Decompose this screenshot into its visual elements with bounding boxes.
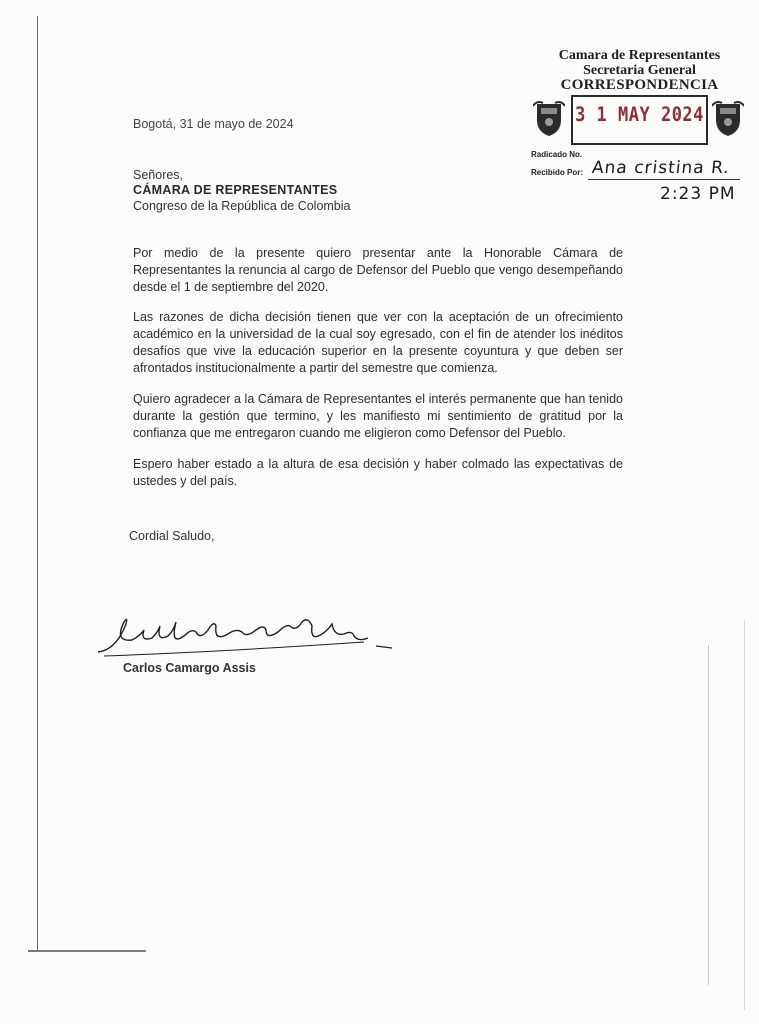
letter-date: Bogotá, 31 de mayo de 2024 (133, 117, 294, 131)
page-edge-right (708, 645, 709, 985)
stamp-line-2: Secretaria General (583, 63, 696, 78)
recibido-handwritten-name: Ana cristina R. (590, 158, 731, 178)
page-edge-bottom (28, 950, 146, 952)
page-edge-left (37, 16, 38, 952)
page-edge-right-shadow (744, 620, 745, 1010)
recibido-handwritten-time: 2:23 PM (660, 184, 736, 204)
letter-paragraph: Las razones de dicha decisión tienen que ver con la aceptación de un ofrecimiento académico en la universidad de la cual soy egresado, con el fin de atender los inéditos desafíos que vive la educación superior en la presente coyuntura y que deben ser afrontados institucionalmente a partir del semestre que comienza. (133, 310, 623, 375)
salutation: Señores, (133, 168, 184, 182)
letter-paragraph: Quiero agradecer a la Cámara de Representantes el interés permanente que han tenido durante la gestión que termino, y les manifiesto mi sentimiento de gratitud por la confianza que me entregaron cuando me eligieron como Defensor del Pueblo. (133, 392, 623, 440)
stamp-date-box (571, 95, 708, 145)
recipient-name: CÁMARA DE REPRESENTANTES (133, 183, 338, 197)
stamp-line-1: Camara de Representantes (558, 48, 721, 63)
radicado-label: Radicado No. (531, 150, 583, 159)
letter-paragraph: Por medio de la presente quiero presentar ante la Honorable Cámara de Representantes la renuncia al cargo de Defensor del Pueblo que vengo desempeñando desde el 1 de septiembre del 2020. (133, 246, 623, 294)
coat-of-arms-icon (712, 100, 744, 138)
closing: Cordial Saludo, (129, 529, 215, 543)
letter-paragraph: Espero haber estado a la altura de esa decisión y haber colmado las expectativas de ustedes y del país. (133, 457, 623, 488)
recibido-label: Recibido Por: (531, 168, 584, 177)
reception-stamp-header (520, 48, 759, 93)
signer-name: Carlos Camargo Assis (123, 661, 256, 675)
stamp-date: 3 1 MAY 2024 (575, 103, 704, 127)
coat-of-arms-icon (533, 100, 565, 138)
handwritten-signature (96, 612, 396, 662)
recibido-underline (588, 179, 740, 180)
stamp-line-3: CORRESPONDENCIA (560, 77, 719, 93)
recipient-organization: Congreso de la República de Colombia (133, 199, 351, 213)
